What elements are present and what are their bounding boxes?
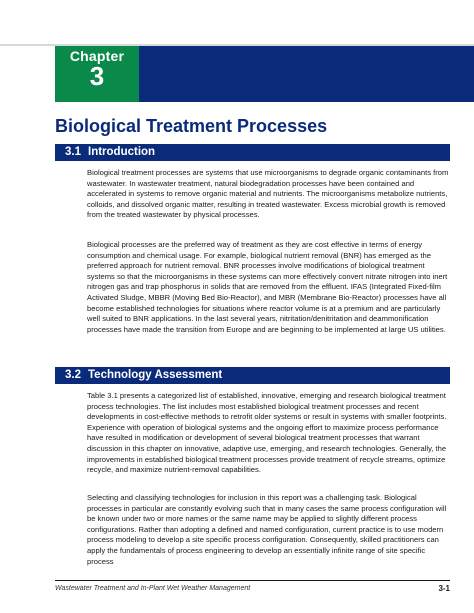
section-header-introduction (55, 144, 450, 161)
chapter-badge (55, 46, 139, 102)
paragraph: Selecting and classifying technologies for inclusion in this report was a challenging task. Biological processes in particular are constantly evolving such that in many cases the same process configuration will be known under two or more names or the same name may be applied to slightly different process configurations. Rather than adopting a defined and named configuration, current practice is to use modern process modeling to develop a site specific process configuration. Consequently, skilled practitioners can apply the fundamentals of process engineering to develop an essentially infinite range of site specific process (87, 493, 447, 566)
section-number: 3.2 (65, 369, 81, 381)
chapter-label: Chapter (69, 48, 125, 64)
paragraph: Table 3.1 presents a categorized list of established, innovative, emerging and research biological treatment process technologies. The list includes most established biological treatment processes and recent developments in cost-effective methods to retrofit older systems or result in systems with smaller footprints. Experience with operation of biological systems and the ongoing effort to maximize process performance have resulted in modification or development of several biological treatment processes that warrant discussion in this chapter on innovative, adaptive use, emerging, and research technologies. Generally, the improvements in established biological treatment processes provide treatment of recycle streams, optimize recycle, and maximize nutrient-removal capabilities. (87, 391, 447, 475)
page-number: 3-1 (438, 584, 450, 593)
chapter-banner (139, 46, 474, 102)
paragraph: Biological processes are the preferred way of treatment as they are cost effective in terms of energy consumption and chemical usage. For example, biological nutrient removal (BNR) has emerged as the preferred approach for nutrient removal. BNR processes involve modifications of biological treatment systems so that the microorganisms in these systems can more effectively convert nitrate nitrogen into inert nitrogen gas and trap phosphorus in solids that are removed from the effluent. IFAS (Integrated Fixed-film Activated Sludge, MBBR (Moving Bed Bio-Reactor), and MBR (Membrane Bio-Reactor) processes have all become established technologies for situations where reactor volume is at a premium and are particularly well suited to BNR applications. In the last several years, nitritation/denitritation and deammonification processes have made the transition from Europe and are beginning to be implemented at large US utilities. (87, 240, 448, 334)
footer-rule (55, 580, 450, 581)
paragraph: Biological treatment processes are systems that use microorganisms to degrade organic contaminants from wastewater. In wastewater treatment, natural biodegradation processes have been contained and accelerated in systems to remove organic material and nutrients. The microorganisms metabolize nutrients, colloids, and dissolved organic matter, resulting in treated wastewater. Excess microbial growth is removed from the treated wastewater by physical processes. (87, 168, 449, 220)
section-header-technology-assessment (55, 367, 450, 384)
section-number: 3.1 (65, 146, 81, 158)
footer-document-title: Wastewater Treatment and In-Plant Wet Weather Management (55, 585, 251, 592)
chapter-number: 3 (89, 61, 105, 91)
page-title: Biological Treatment Processes (55, 116, 328, 136)
section-title: Introduction (88, 146, 156, 158)
section-title: Technology Assessment (88, 369, 223, 381)
